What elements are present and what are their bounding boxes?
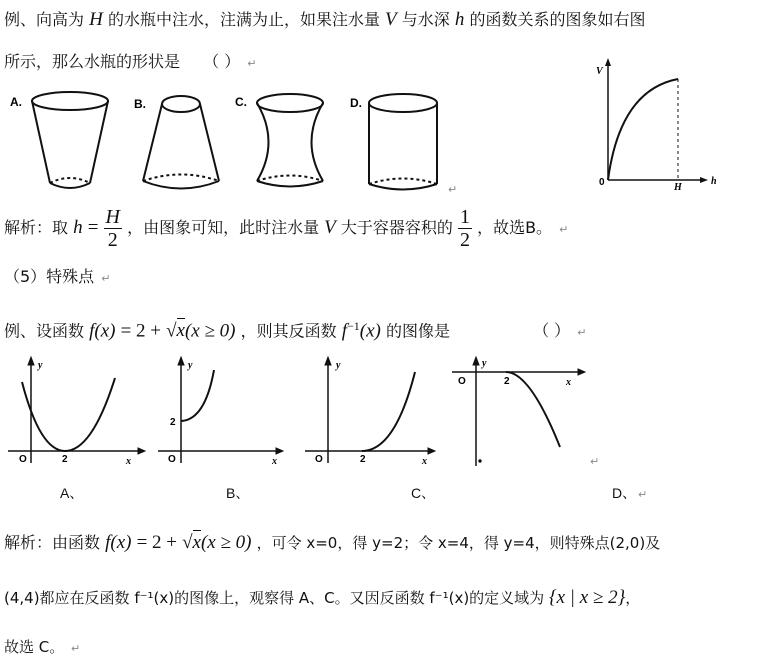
equals-2-plus: = 2 + bbox=[136, 532, 178, 553]
option-d-label: D、 bbox=[612, 485, 637, 501]
numerator: 1 bbox=[459, 206, 470, 228]
option-a-label: A. bbox=[10, 95, 22, 109]
q2-solution-line2 bbox=[4, 588, 640, 608]
graph-b-tick-2: 2 bbox=[170, 417, 176, 428]
f-of-x: f(x) bbox=[89, 320, 116, 342]
curve-b bbox=[181, 370, 214, 421]
graph-d bbox=[452, 357, 585, 466]
graph-c-tick-2: 2 bbox=[360, 454, 366, 465]
graph-b-x-label: x bbox=[272, 456, 277, 467]
f-of-x: f(x) bbox=[105, 532, 132, 553]
vh-tick-H: H bbox=[674, 182, 682, 193]
sqrt-x: x bbox=[176, 320, 185, 342]
graph-c bbox=[305, 357, 435, 463]
domain-set: {x | x ≥ 2} bbox=[548, 587, 626, 608]
option-b-label: B. bbox=[134, 97, 146, 111]
option-b: B、 bbox=[226, 485, 250, 501]
inverse-superscript: −1 bbox=[346, 319, 360, 333]
vh-origin: 0 bbox=[599, 177, 605, 188]
option-c-label: C. bbox=[235, 95, 247, 109]
graph-d-y-label: y bbox=[482, 358, 487, 369]
graph-d-x-label: x bbox=[566, 377, 571, 388]
graph-c-origin: O bbox=[315, 454, 323, 465]
denominator: 2 bbox=[459, 229, 470, 251]
paragraph-mark: ↵ bbox=[638, 489, 648, 501]
paragraph-mark: ↵ bbox=[101, 272, 111, 285]
equals: = bbox=[87, 217, 99, 238]
text: 所示，那么水瓶的形状是 bbox=[4, 52, 181, 71]
graph-a-y-label: y bbox=[38, 360, 43, 371]
domain-condition: (x ≥ 0) bbox=[184, 320, 236, 342]
q2-solution-line3 bbox=[4, 637, 80, 659]
graph-a-tick-2: 2 bbox=[62, 454, 68, 465]
text: ，可令 x=0，得 y=2；令 x=4，得 y=4，则特殊点(2,0)及 bbox=[256, 534, 661, 552]
text: 故选 C。 bbox=[4, 638, 65, 656]
equals-2-plus: = 2 + bbox=[120, 320, 162, 342]
graph-d-tick-2: 2 bbox=[504, 376, 510, 387]
text: ，则其反函数 bbox=[240, 321, 337, 341]
graph-c-y-label: y bbox=[336, 360, 341, 371]
graph-d-origin: O bbox=[458, 376, 466, 387]
graph-b bbox=[158, 357, 283, 463]
var-h: h bbox=[73, 217, 83, 238]
sqrt-x: x bbox=[192, 532, 201, 553]
text: 的图像是 bbox=[385, 321, 450, 341]
paragraph-mark: ↵ bbox=[448, 183, 458, 196]
q2-solution-line1: 解析：由函数 f(x) = 2 + √x(x ≥ 0) ，可令 x=0，得 y=2；令 x=4，得 y=4，则特殊点(2,0)及 bbox=[4, 532, 661, 553]
text: 的水瓶中注水，注满为止，如果注水量 bbox=[107, 10, 380, 29]
q2-line: 例、设函数 f(x) = 2 + √x(x ≥ 0) ，则其反函数 $f^{-1}(x)$ 的图像是 （ ） ↵ bbox=[4, 319, 587, 342]
var-H: H bbox=[89, 9, 103, 30]
graph-b-y-label: y bbox=[188, 360, 193, 371]
paragraph-mark: ↵ bbox=[247, 57, 257, 70]
var-V: V bbox=[324, 217, 336, 238]
text: 大于容器容积的 bbox=[340, 218, 453, 237]
text: 解析：由函数 bbox=[4, 533, 101, 552]
f-inverse-arg: (x) bbox=[359, 320, 381, 342]
curve-d bbox=[506, 372, 560, 447]
text: 例、向高为 bbox=[4, 10, 85, 29]
text: 例、设函数 bbox=[4, 321, 85, 341]
option-d bbox=[612, 483, 647, 503]
curve-a bbox=[22, 378, 115, 451]
text: ，故选B。 bbox=[477, 218, 553, 237]
text: (4,4)都应在反函数 f⁻¹(x)的图像上，观察得 A、C。又因反函数 f⁻¹(x)的定义域为 bbox=[4, 589, 545, 607]
text: ， bbox=[625, 589, 641, 607]
option-a: A、 bbox=[60, 485, 84, 501]
paragraph-mark: ↵ bbox=[71, 642, 81, 655]
domain-condition: (x ≥ 0) bbox=[200, 532, 252, 553]
curve-c bbox=[362, 372, 415, 451]
option-c: C、 bbox=[411, 485, 436, 501]
graph-a bbox=[8, 357, 145, 463]
answer-paren: （ ） bbox=[203, 52, 241, 71]
graph-a-x-label: x bbox=[126, 456, 131, 467]
var-V: V bbox=[385, 9, 397, 30]
text: 与水深 bbox=[401, 10, 450, 29]
answer-paren: （ ） bbox=[533, 321, 571, 341]
vh-y-label: V bbox=[596, 66, 603, 77]
text: 的函数关系的图象如右图 bbox=[469, 10, 646, 29]
var-h: h bbox=[454, 9, 465, 30]
section-title: （5）特殊点 bbox=[4, 267, 95, 286]
paragraph-mark: ↵ bbox=[577, 326, 587, 340]
paragraph-mark: ↵ bbox=[590, 455, 600, 468]
text: ，由图象可知，此时注水量 bbox=[127, 218, 320, 237]
graph-a-origin: O bbox=[19, 454, 27, 465]
text: 解析：取 bbox=[4, 218, 69, 237]
graph-b-origin: O bbox=[168, 454, 176, 465]
option-d-label: D. bbox=[350, 96, 362, 110]
vh-x-label: h bbox=[711, 176, 717, 187]
numerator: H bbox=[105, 206, 120, 228]
paragraph-mark: ↵ bbox=[559, 223, 569, 236]
denominator: 2 bbox=[107, 229, 118, 251]
graph-c-x-label: x bbox=[422, 456, 427, 467]
f-inverse: f bbox=[341, 320, 347, 342]
